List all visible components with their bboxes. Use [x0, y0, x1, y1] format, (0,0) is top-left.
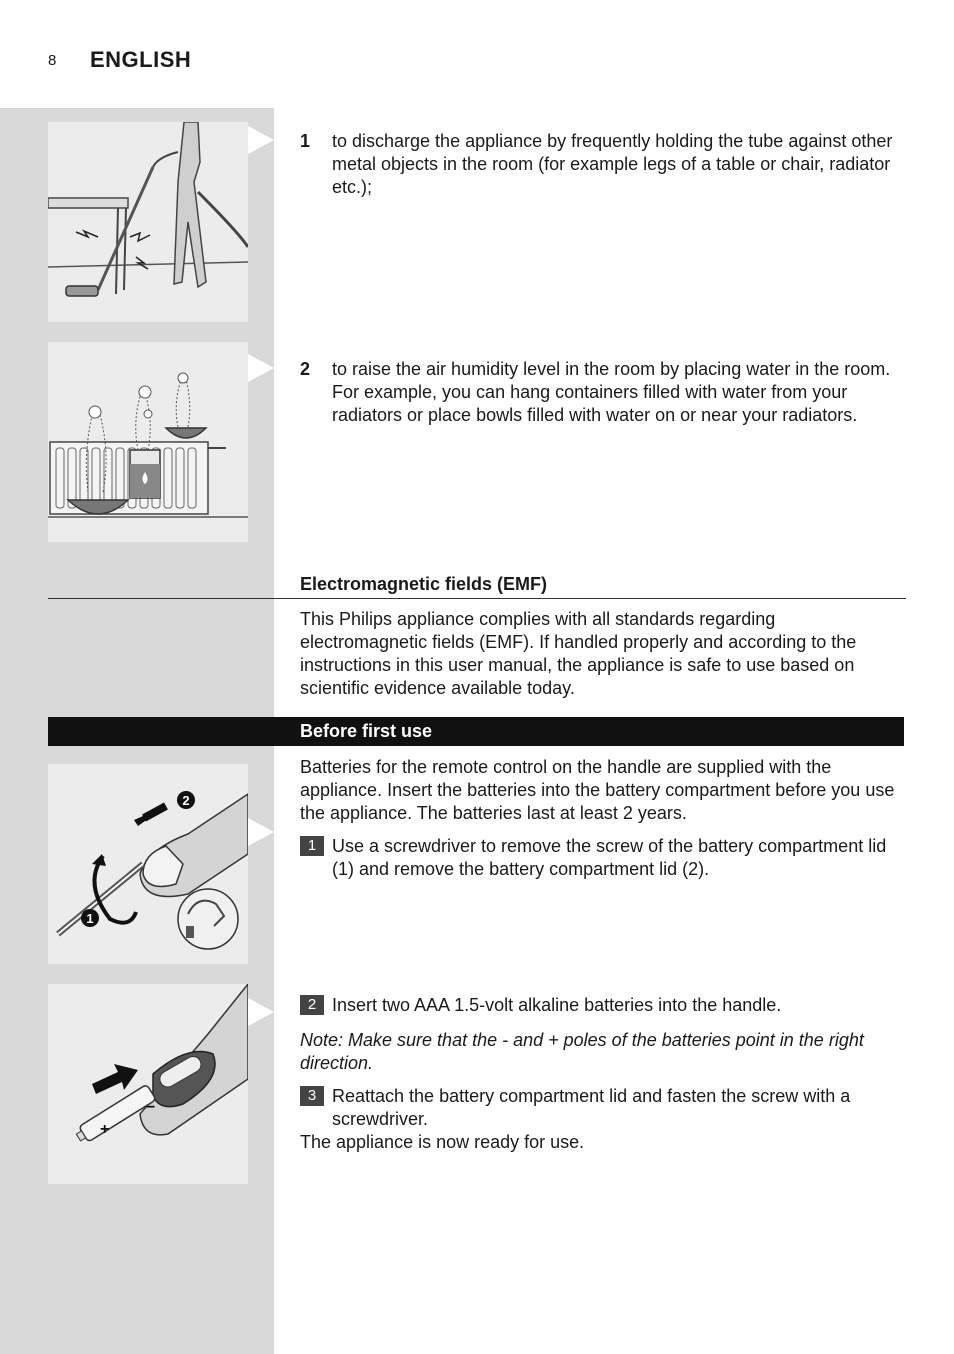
step-1 — [300, 835, 912, 881]
closing-text: The appliance is now ready for use. — [300, 1132, 585, 1152]
step-text: Use a screwdriver to remove the screw of the battery compartment lid (1) and remove the battery compartment lid (2). — [332, 836, 887, 879]
step-number-badge: 1 — [300, 836, 324, 856]
tip-number: 1 — [300, 131, 311, 151]
emf-body: This Philips appliance complies with all standards regarding electromagnetic fields (EMF). If handled properly and according to the instructions in this user manual, the appliance is safe to use based on scientific evidence available today. — [300, 609, 857, 698]
emf-heading: Electromagnetic fields (EMF) — [300, 574, 548, 594]
section-divider — [48, 598, 906, 599]
figure-insert-batteries — [48, 984, 248, 1184]
before-first-use-intro: Batteries for the remote control on the handle are supplied with the appliance. Insert the batteries into the battery compartment before you use the appliance. The batteries last at least 2 years. — [300, 757, 895, 823]
section-heading-bar — [48, 717, 904, 746]
page-number: 8 — [48, 52, 57, 69]
figure-vacuum-discharge — [48, 122, 248, 322]
step-number-badge: 3 — [300, 1086, 324, 1106]
tip-text: to discharge the appliance by frequently holding the tube against other metal objects in the room (for example legs of a table or chair, radiator etc.); — [332, 131, 893, 197]
callout-2-label: 2 — [182, 793, 190, 808]
figure-pointer — [248, 818, 274, 846]
figure-pointer — [248, 354, 274, 382]
minus-sign: − — [146, 1099, 156, 1116]
plus-sign: + — [100, 1121, 110, 1138]
tip-1 — [300, 130, 912, 199]
step-text: Insert two AAA 1.5-volt alkaline batteries into the handle. — [332, 995, 782, 1015]
figure-pointer — [248, 998, 274, 1026]
before-first-use-heading: Before first use — [300, 721, 433, 741]
note-text: Note: Make sure that the - and + poles of the batteries point in the right direction. — [300, 1030, 864, 1073]
callout-1-label: 1 — [86, 911, 94, 926]
step-2 — [300, 994, 912, 1017]
tip-number: 2 — [300, 359, 311, 379]
figure-remove-lid — [48, 764, 248, 964]
figure-radiator-humidity — [48, 342, 248, 542]
step-number-badge: 2 — [300, 995, 324, 1015]
figure-pointer — [248, 126, 274, 154]
step-text: Reattach the battery compartment lid and fasten the screw with a screwdriver. — [332, 1086, 851, 1129]
page-title: ENGLISH — [90, 47, 192, 72]
tip-text: to raise the air humidity level in the room by placing water in the room. For example, you can hang containers filled with water from your radiators or place bowls filled with water on or near your radiators. — [332, 359, 891, 425]
tip-2 — [300, 358, 912, 427]
step-3 — [300, 1085, 912, 1131]
